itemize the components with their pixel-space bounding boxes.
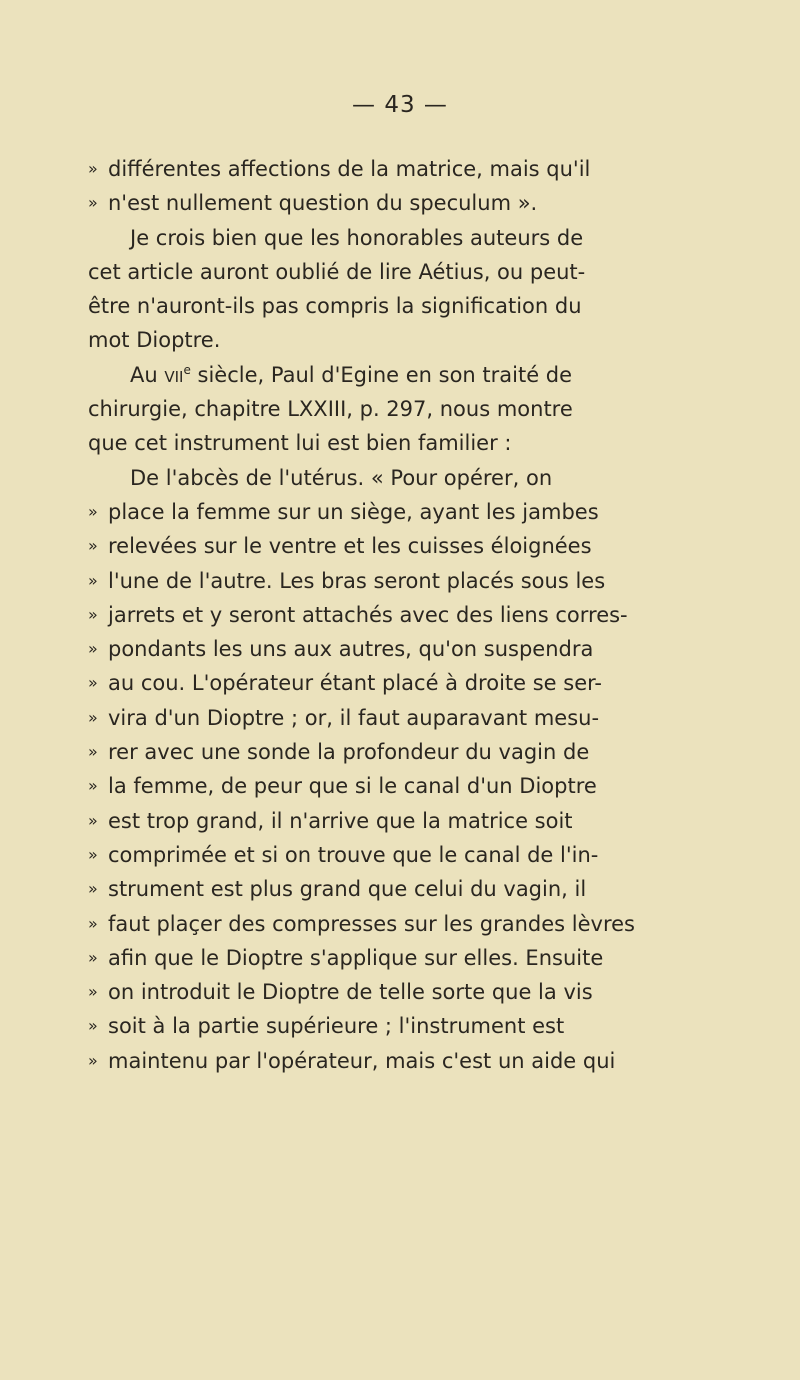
century-sup: e: [183, 362, 191, 377]
quote-mark: »: [88, 947, 98, 967]
quote-mark: »: [88, 501, 98, 521]
text-line: [88, 975, 693, 1009]
text-line: [88, 598, 693, 632]
quote-mark: »: [88, 913, 98, 933]
line-text: que cet instrument lui est bien familier :: [88, 431, 512, 456]
line-text: la femme, de peur que si le canal d'un Dioptre: [108, 774, 597, 799]
line-text: pondants les uns aux autres, qu'on suspendra: [108, 637, 594, 662]
text-line: [88, 769, 693, 803]
quote-mark: »: [88, 570, 98, 590]
line-text: comprimée et si on trouve que le canal de l'in-: [108, 842, 599, 867]
text-line: [88, 1009, 693, 1043]
quote-mark: »: [88, 776, 98, 796]
line-text: chirurgie, chapitre LXXIII, p. 297, nous montre: [88, 397, 573, 422]
line-text: vira d'un Dioptre ; or, il faut auparavant mesu-: [108, 705, 600, 730]
line-text: afin que le Dioptre s'applique sur elles. Ensuite: [108, 945, 604, 970]
text-line: [88, 1044, 693, 1078]
line-text: strument est plus grand que celui du vagin, il: [108, 877, 587, 902]
text-line: [88, 221, 693, 255]
text-line: [88, 289, 693, 323]
century-roman: vii: [164, 362, 184, 387]
quote-mark: »: [88, 604, 98, 624]
text-line: [88, 426, 693, 460]
quote-mark: »: [88, 982, 98, 1002]
text-line: [88, 701, 693, 735]
text-line: [88, 735, 693, 769]
text-line: [88, 152, 693, 186]
text-line: [88, 495, 693, 529]
quote-mark: »: [88, 1050, 98, 1070]
line-text: soit à la partie supérieure ; l'instrument est: [108, 1014, 565, 1039]
text-line: [88, 838, 693, 872]
text-line: [88, 186, 693, 220]
line-text: De l'abcès de l'utérus. « Pour opérer, on: [130, 465, 553, 490]
quote-mark: »: [88, 879, 98, 899]
text-line: [88, 529, 693, 563]
line-text: n'est nullement question du speculum ».: [108, 191, 538, 216]
quote-mark: »: [88, 1016, 98, 1036]
text-line: [88, 392, 693, 426]
quote-mark: »: [88, 639, 98, 659]
text-line: [88, 564, 693, 598]
quote-mark: »: [88, 810, 98, 830]
line-text: jarrets et y seront attachés avec des liens corres-: [108, 602, 628, 627]
line-text: Je crois bien que les honorables auteurs de: [130, 225, 584, 250]
line-text: relevées sur le ventre et les cuisses éloignées: [108, 534, 592, 559]
text-line: [88, 358, 693, 392]
page-number: — 43 —: [352, 92, 448, 118]
line-text: maintenu par l'opérateur, mais c'est un aide qui: [108, 1048, 616, 1073]
text-line: [88, 666, 693, 700]
line-text: est trop grand, il n'arrive que la matrice soit: [108, 808, 573, 833]
quote-mark: »: [88, 673, 98, 693]
text-line: [88, 872, 693, 906]
text-line: [88, 941, 693, 975]
quote-mark: »: [88, 844, 98, 864]
line-text-pre: Au: [130, 362, 165, 387]
line-text: place la femme sur un siège, ayant les jambes: [108, 499, 599, 524]
quote-mark: »: [88, 742, 98, 762]
quote-mark: »: [88, 536, 98, 556]
text-line: [88, 804, 693, 838]
text-line: [88, 461, 693, 495]
line-text: au cou. L'opérateur étant placé à droite se ser-: [108, 671, 602, 696]
line-text: cet article auront oublié de lire Aétius, ou peut-: [88, 259, 586, 284]
line-text: rer avec une sonde la profondeur du vagin de: [108, 740, 590, 765]
line-text: mot Dioptre.: [88, 328, 221, 353]
line-text: l'une de l'autre. Les bras seront placés sous les: [108, 568, 606, 593]
line-text: faut plaçer des compresses sur les grandes lèvres: [108, 911, 635, 936]
quote-mark: »: [88, 159, 98, 178]
quote-mark: »: [88, 193, 98, 213]
line-text-post: siècle, Paul d'Egine en son traité de: [190, 362, 573, 387]
line-text: différentes affections de la matrice, mais qu'il: [108, 157, 591, 181]
text-line: [88, 255, 693, 289]
body-text: [88, 152, 693, 1078]
line-text: on introduit le Dioptre de telle sorte que la vis: [108, 980, 593, 1005]
text-line: [88, 323, 693, 357]
quote-mark: »: [88, 707, 98, 727]
text-line: [88, 907, 693, 941]
text-line: [88, 632, 693, 666]
line-text: être n'auront-ils pas compris la signification du: [88, 294, 582, 319]
